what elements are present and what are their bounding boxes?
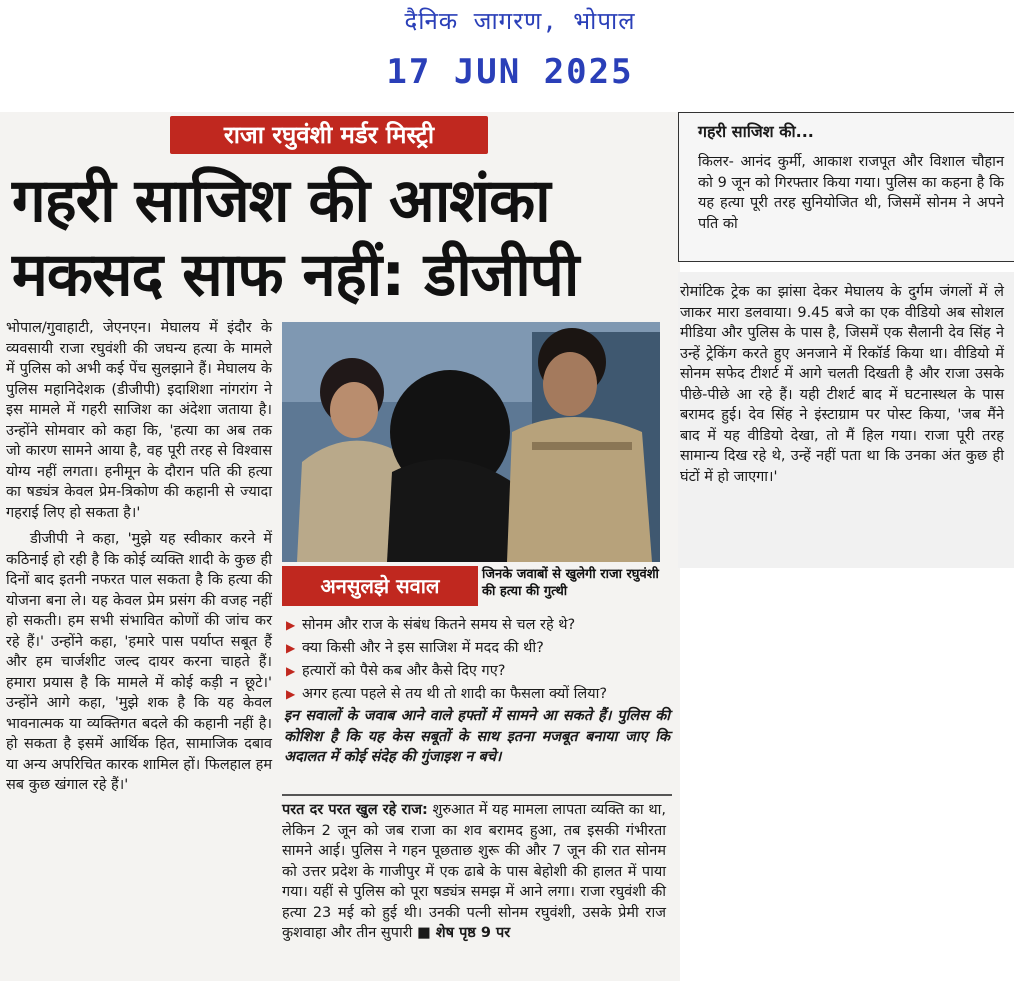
continuation-text-1: किलर- आनंद कुर्मी, आकाश राजपूत और विशाल चौहान को 9 जून को गिरफ्तार किया गया। पुलिस का कहना है कि यह हत्या पूरी तरह सुनियोजित थी, जिसमें सोनम ने अपने पति को (698, 154, 1004, 232)
article-paragraph: डीजीपी ने कहा, 'मुझे यह स्वीकार करने में कठिनाई हो रही है कि कोई व्यक्ति शादी के कुछ ही दिनों बाद इतनी नफरत पाल सकता है कि हत्या की योजना बना ले। यह केवल प्रेम प्रसंग की वजह नहीं हो सकती। हम सभी संभावित कोणों की जांच कर रहे हैं।' उन्होंने कहा, 'हमारे पास पर्याप्त सबूत हैं और हम चार्जशीट जल्द दायर करना चाहते हैं। हमारा प्रयास है कि मामले में कोई कड़ी न छूटे।' उन्होंने आगे कहा, 'मुझे शक है कि यह केवल भावनात्मक या व्यक्तिगत बदले की कहानी नहीं है। हो सकता है इसमें आर्थिक हित, सामाजिक दबाव या अन्य अपरिचित कारक शामिल हों। फिलहाल हम सब कुछ खंगाल रहे हैं।' (6, 531, 272, 793)
continuation-title: गहरी साजिश की... (698, 122, 814, 141)
unsolved-questions-subheader: जिनके जवाबों से खुलेगी राजा रघुवंशी की हत्या की गुत्थी (482, 567, 659, 599)
story-kicker-label: राजा रघुवंशी मर्डर मिस्ट्री (170, 116, 488, 154)
question-text: क्या किसी और ने इस साजिश में मदद की थी? (302, 640, 544, 656)
newspaper-name-stamp: दैनिक जागरण, भोपाल (404, 7, 636, 35)
triangle-bullet-icon: ▶ (286, 618, 296, 632)
question-text: सोनम और राज के संबंध कितने समय से चल रहे थे? (302, 617, 576, 633)
question-item (286, 614, 670, 637)
continuation-text-2: रोमांटिक ट्रेक का झांसा देकर मेघालय के दुर्गम जंगलों में ले जाकर मारा डलवाया। 9.45 बजे का एक वीडियो अब सोशल मीडिया और पुलिस के पास है, जिसमें एक सैलानी देव सिंह ने उन्हें ट्रेकिंग करते हुए अनजाने में रिकॉर्ड किया था। वीडियो में सोनम सफेद टीशर्ट में आगे चलती दिखती है और राजा उसके पीछे-पीछे आ रहे हैं। यही टीशर्ट बाद में घटनास्थल के पास बरामद हुई। देव सिंह ने इंस्टाग्राम पर पोस्ट किया, 'जब मैंने बाद में यह वीडियो देखा, तो मैं हिल गया। राजा पूरी तरह सामान्य दिख रहे थे, उन्हें नहीं पता था कि उनका अंत कुछ ही घंटों में हो जाएगा।' (680, 284, 1004, 485)
unsolved-questions-header: अनसुलझे सवाल (282, 566, 478, 606)
questions-footer-note: इन सवालों के जवाब आने वाले हफ्तों में सामने आ सकते हैं। पुलिस की कोशिश है कि यह केस सबूतों के साथ इतना मजबूत बनाया जाए कि अदालत में कोई संदेह की गुंजाइश न बचे। (284, 708, 670, 765)
question-item (286, 660, 670, 683)
question-item (286, 683, 670, 706)
question-item (286, 637, 670, 660)
continued-on-page-note: ■ शेष पृष्ठ 9 पर (417, 925, 511, 941)
triangle-bullet-icon: ▶ (286, 641, 296, 655)
news-photo (282, 322, 660, 562)
section-divider (282, 794, 672, 796)
triangle-bullet-icon: ▶ (286, 687, 296, 701)
section-lead-in: परत दर परत खुल रहे राज: (282, 802, 428, 818)
right-article-column (282, 800, 666, 944)
headline-line-2: मकसद साफ नहीं: डीजीपी (12, 240, 579, 310)
headline-line-1: गहरी साजिश की आशंका (12, 166, 550, 236)
left-article-column (6, 318, 272, 802)
question-list (286, 614, 670, 706)
triangle-bullet-icon: ▶ (286, 664, 296, 678)
article-paragraph: शुरुआत में यह मामला लापता व्यक्ति का था, लेकिन 2 जून को जब राजा का शव बरामद हुआ, तब इसकी गंभीरता सामने आई। पुलिस ने गहन पूछताछ शुरू की और 7 जून की रात सोनम को उत्तर प्रदेश के गाजीपुर में एक ढाबे के पास बेहोशी की हालत में पाया गया। यहीं से पुलिस को पूरा षड्यंत्र समझ में आने लगा। राजा रघुवंशी की हत्या 23 मई को हुई थी। उनकी पत्नी सोनम रघुवंशी, उसके प्रेमी राज कुशवाहा और तीन सुपारी (282, 802, 666, 941)
question-text: अगर हत्या पहले से तय थी तो शादी का फैसला क्यों लिया? (302, 686, 608, 702)
photo-police-escort-image (282, 322, 660, 562)
article-paragraph: भोपाल/गुवाहाटी, जेएनएन। मेघालय में इंदौर के व्यवसायी राजा रघुवंशी की जघन्य हत्या के मामले में पुलिस को अभी कई पेंच सुलझाने हैं। मेघालय के पुलिस महानिदेशक (डीजीपी) इदाशिशा नांगरांग ने इस मामले में गहरी साजिश का अंदेशा जताया है। उन्होंने सोमवार को कहा कि, 'हत्या का अब तक जो कारण सामने आया है, वह पूरी तरह से विश्वास योग्य नहीं लगता। हनीमून के दौरान पति की हत्या का षड्यंत्र केवल प्रेम-त्रिकोण की कहानी से ज्यादा गहराई लिए हो सकता है।' (6, 320, 272, 521)
date-stamp: 17 JUN 2025 (386, 52, 634, 92)
question-text: हत्यारों को पैसे कब और कैसे दिए गए? (302, 663, 506, 679)
